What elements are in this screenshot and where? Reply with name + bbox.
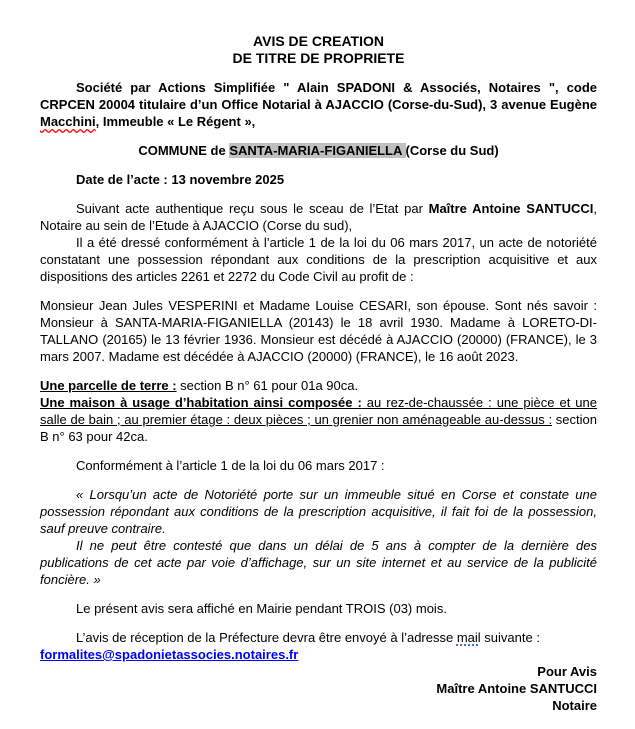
parcel-line: [40, 377, 597, 394]
act-text-part1: Suivant acte authentique reçu sous le sceau de l’Etat par: [76, 201, 429, 216]
reception-paragraph: [40, 629, 597, 646]
house-section-ref: section B n° 63 pour 42ca.: [40, 412, 597, 444]
spacer: [40, 365, 597, 377]
spacer: [40, 130, 597, 142]
spacer: [40, 445, 597, 457]
email-line: [40, 646, 597, 663]
notary-name: Maître Antoine SANTUCCI: [428, 201, 594, 216]
act-text-part2: , Notaire au sein de l’Etude à AJACCIO (Corse du sud),: [40, 201, 597, 233]
house-description: au rez-de-chaussée : une pièce et une salle de bain ; au premier étage : deux pièces ; un grenier non aménageable au-dessus :: [40, 395, 597, 427]
grammar-flagged-word: mail: [456, 630, 481, 645]
spacer: [40, 188, 597, 200]
office-text-part1: Société par Actions Simplifiée " Alain SPADONI & Associés, Notaires ", code CRPCEN 20004 titulaire d’un Office Notarial à AJACCIO (Corse-du-Sud), 3 avenue Eugène: [40, 80, 597, 112]
notary-office-paragraph: [40, 79, 597, 130]
signature-title: Notaire: [552, 698, 597, 713]
house-label: Une maison à usage d’habitation ainsi composée :: [40, 395, 362, 410]
commune-prefix: COMMUNE de: [138, 143, 230, 158]
signature-block: [40, 663, 597, 714]
spacer: [40, 67, 597, 79]
signature-pour-avis: Pour Avis: [537, 664, 597, 679]
reception-text-part1: L’avis de réception de la Préfecture devra être envoyé à l’adresse: [76, 630, 457, 645]
parcel-label: Une parcelle de terre :: [40, 378, 177, 393]
act-date-line: Date de l’acte : 13 novembre 2025: [76, 172, 285, 187]
law-quote-paragraph-2: Il ne peut être contesté que dans un délai de 5 ans à compter de la dernière des publications de cet acte par voie d’affichage, sur un site internet et au service de la publicité foncière. »: [40, 538, 597, 587]
parcel-value: section B n° 61 pour 01a 90ca.: [176, 378, 359, 393]
spacer: [40, 285, 597, 297]
email-link[interactable]: formalites@spadonietassocies.notaires.fr: [40, 647, 299, 662]
commune-highlighted-text: SANTA-MARIA-FIGANIELLA: [229, 143, 406, 158]
spacer: [40, 474, 597, 486]
house-paragraph: [40, 394, 597, 445]
reception-text-part2: suivante :: [480, 630, 540, 645]
spacer: [40, 617, 597, 629]
spellcheck-flagged-word: Macchini: [40, 114, 96, 129]
law-quote-paragraph-1: « Lorsqu’un acte de Notoriété porte sur un immeuble situé en Corse et constate une possession répondant aux conditions de la prescription acquisitive, il fait foi de la possession, sauf preuve contraire.: [40, 487, 597, 536]
conformity-line: Conformément à l’article 1 de la loi du 06 mars 2017 :: [76, 458, 385, 473]
signature-notary-name: Maître Antoine SANTUCCI: [436, 681, 597, 696]
commune-suffix: (Corse du Sud): [405, 143, 499, 158]
title-line-2: DE TITRE DE PROPRIETE: [232, 50, 405, 66]
title-line-1: AVIS DE CREATION: [253, 33, 384, 49]
document-title: [40, 33, 597, 67]
office-text-part2: , Immeuble « Le Régent »,: [95, 114, 256, 129]
display-notice-line: Le présent avis sera affiché en Mairie pendant TROIS (03) mois.: [76, 601, 447, 616]
authentic-act-paragraph: [40, 200, 597, 234]
beneficiaries-paragraph: Monsieur Jean Jules VESPERINI et Madame Louise CESARI, son épouse. Sont nés savoir : Monsieur à SANTA-MARIA-FIGANIELLA (20143) le 18 avril 1930. Madame à LORETO-DI-TALLANO (20165) le 13 février 1936. Monsieur est décédé à AJACCIO (20000) (FRANCE), le 3 mars 2007. Madame est décédée à AJACCIO (20000) (FRANCE), le 16 août 2023.: [40, 298, 597, 364]
commune-line: [40, 142, 597, 159]
spacer: [40, 159, 597, 171]
spacer: [40, 588, 597, 600]
drafting-paragraph: Il a été dressé conformément à l’article 1 de la loi du 06 mars 2017, un acte de notoriété constatant une possession répondant aux conditions de la prescription acquisitive et aux dispositions des articles 2261 et 2272 du Code Civil au profit de :: [40, 235, 597, 284]
